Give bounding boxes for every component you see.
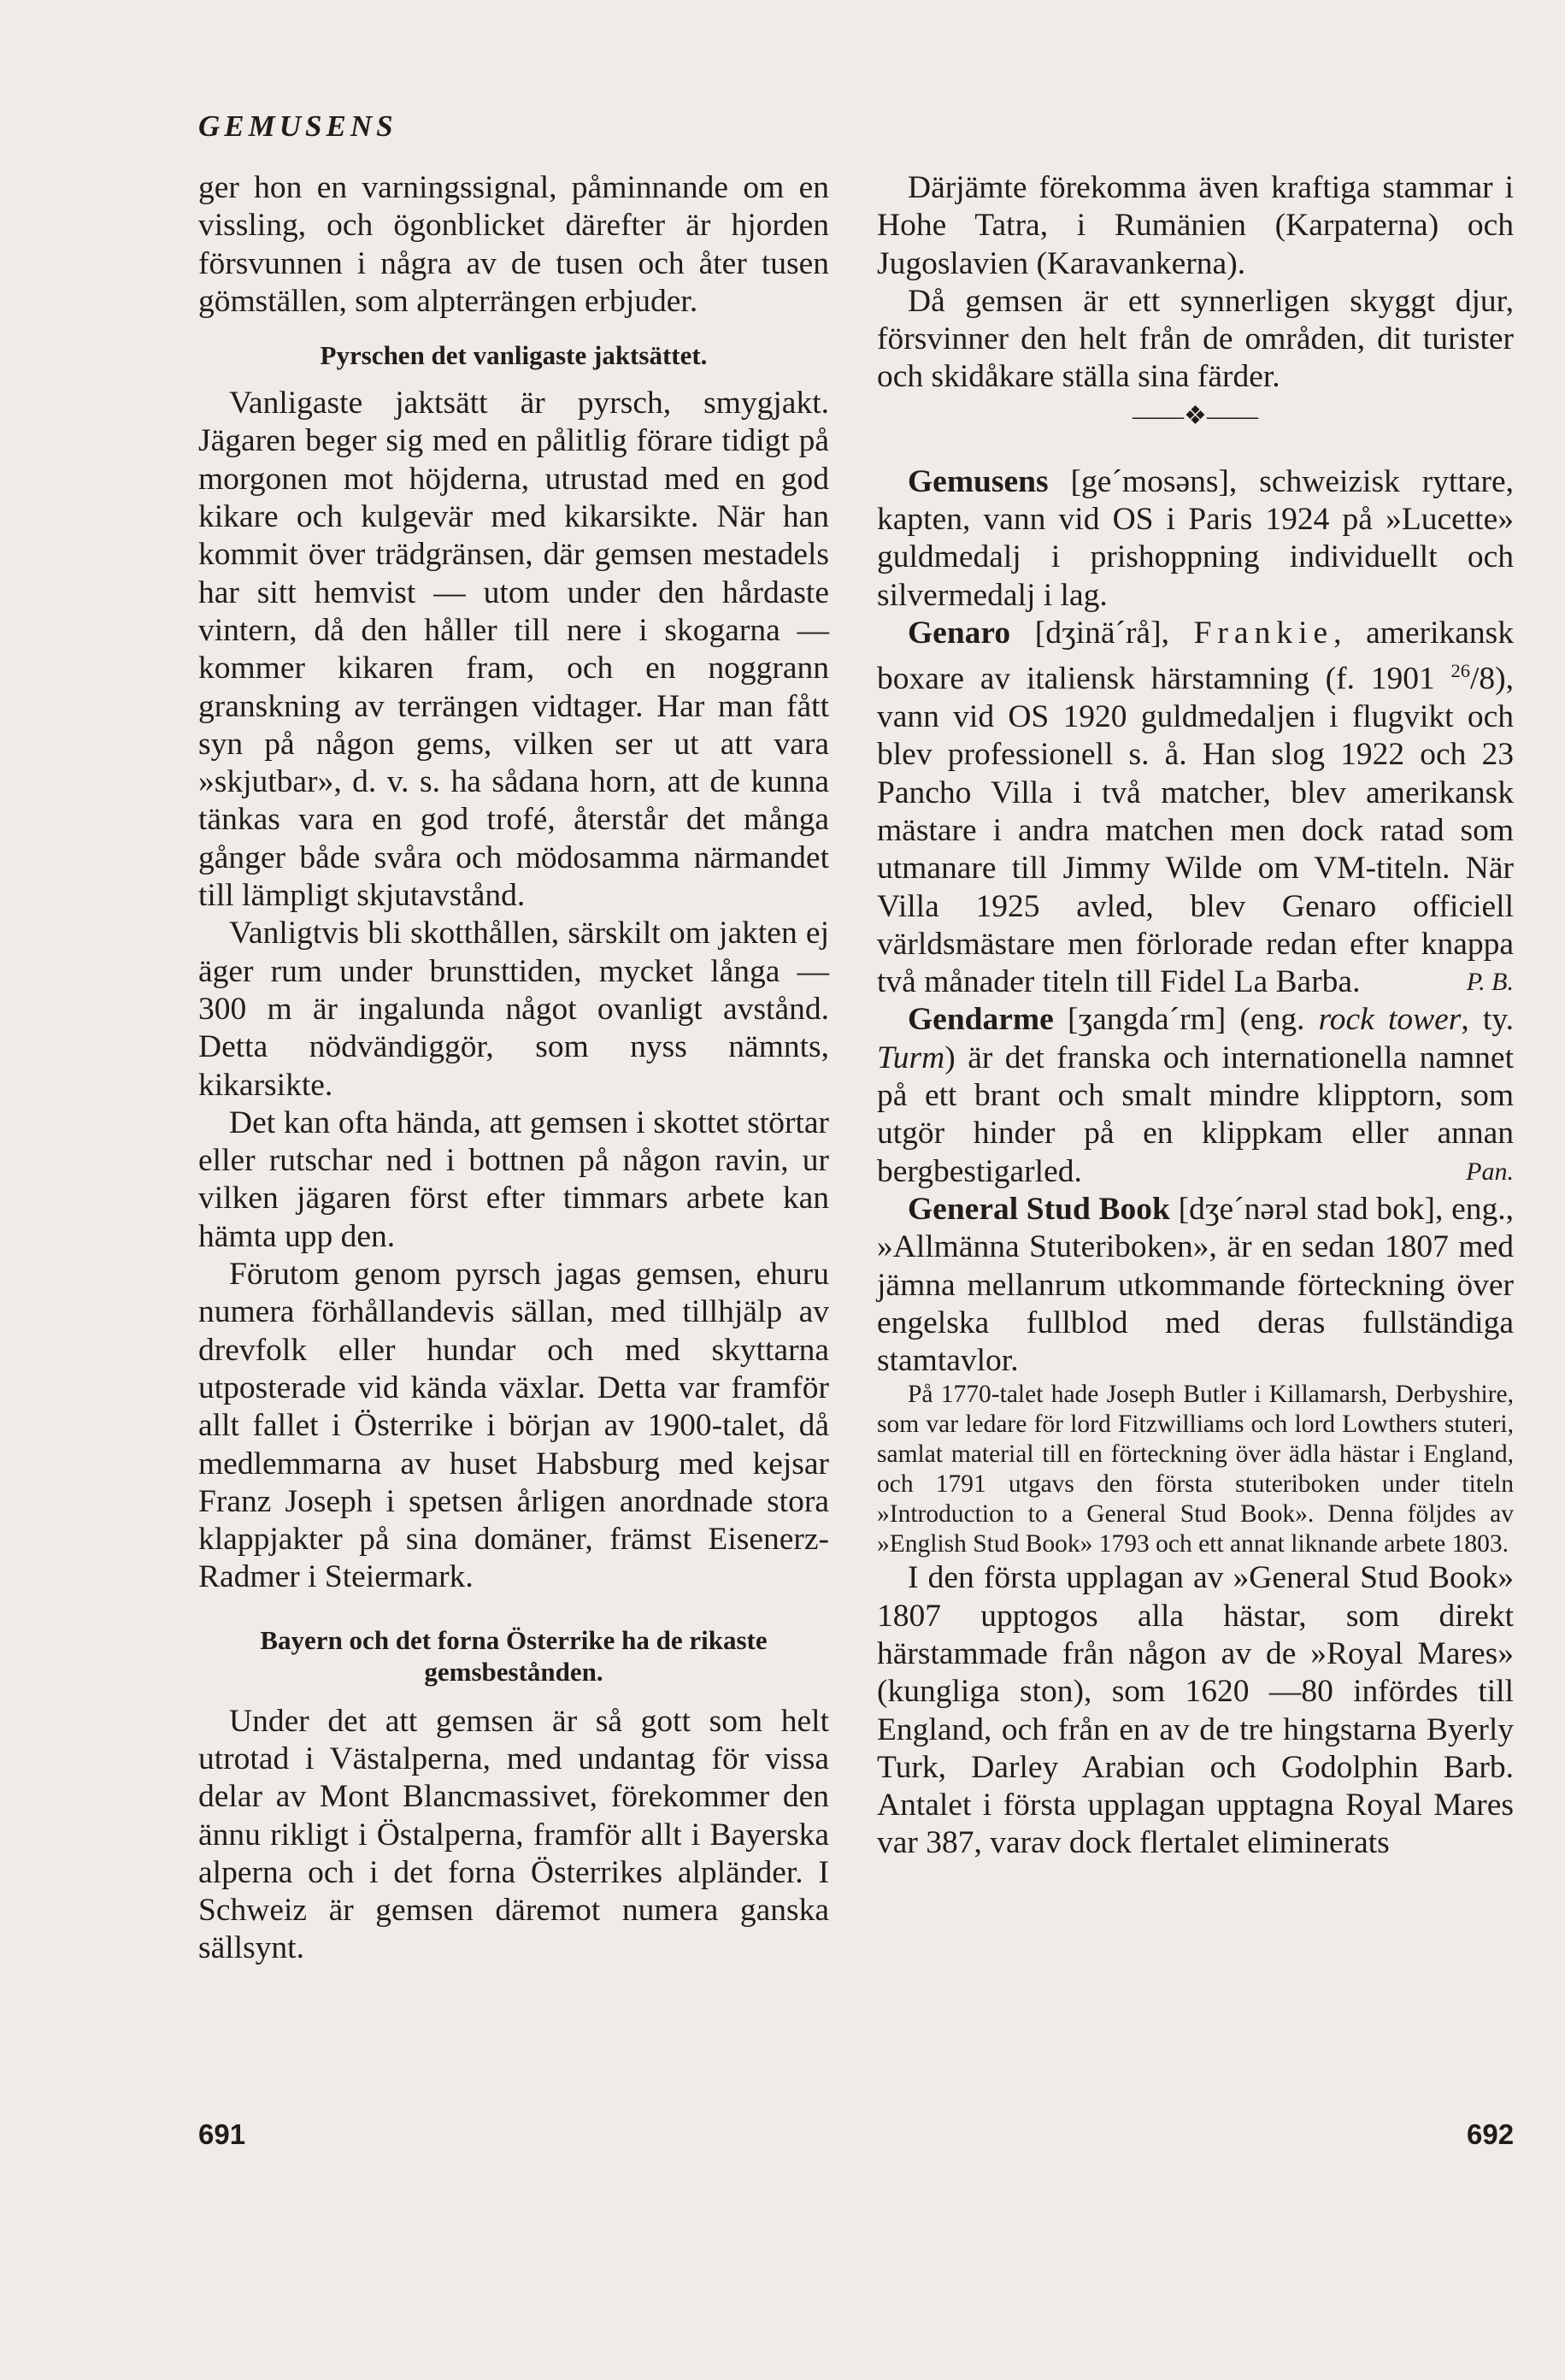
ornament-divider: ——❖—— (1133, 401, 1258, 430)
entry-body: ), vann vid OS 1920 guldmedaljen i flugvikt och blev professionell s. å. Han slog 1922 och 23 Pancho Villa i två matcher, blev amerikansk mästare i andra matchen men dock ratad som utmanare till Jimmy Wilde om VM-titeln. När Villa 1925 avled, blev Genaro officiell världsmästare men förlorade redan efter knappa två månader titeln till Fidel La Barba. (877, 661, 1514, 1000)
paragraph: I den första upplagan av »General Stud Book» 1807 upptogos alla hästar, som direkt härstammade från någon av de »Royal Mares» (kungliga ston), som 1620 —80 infördes till England, och från en av de tre hingstarna Byerly Turk, Darley Arabian och Godolphin Barb. Antalet i första upplagan upptagna Royal Mares var 387, varav dock flertalet eliminerats (877, 1560, 1514, 1861)
author-signature: Pan. (1466, 1157, 1514, 1186)
entry-headword: Genaro (908, 615, 1011, 651)
paragraph: Vanligtvis bli skotthållen, särskilt om jakten ej äger rum under brunsttiden, mycket långa — 300 m är ingalunda något ovanligt avstånd. Detta nödvändiggör, som nyss nämnts, kikarsikte. (198, 916, 829, 1103)
entry-body: , ty. (1461, 1002, 1515, 1038)
entry-headword: Gendarme (908, 1002, 1054, 1038)
page-number-right: 692 (1467, 2118, 1515, 2150)
paragraph: Förutom genom pyrsch jagas gemsen, ehuru numera förhållandevis sällan, med tillhjälp av drevfolk eller hundar och med skyttarna utposterade vid kända växlar. Detta var framför allt fallet i Österrike i början av 1900-talet, då medlemmarna av huset Habsburg med kejsar Franz Joseph i spetsen årligen anordnade stora klappjakter på sina domäner, främst Eisenerz-Radmer i Steiermark. (198, 1257, 829, 1595)
date-superscript: 26 (1450, 660, 1470, 682)
entry-headword: General Stud Book (908, 1191, 1170, 1227)
section-heading: Bayern och det forna Österrike ha de rikaste gemsbestånden. (260, 1624, 768, 1687)
entry-gemusens (877, 463, 1514, 615)
section-heading: Pyrschen det vanligaste jaktsättet. (320, 340, 708, 371)
paragraph: Det kan ofta hända, att gemsen i skottet störtar eller rutschar ned i bottnen på någon ravin, ur vilken jägaren först efter timmars arbete kan hämta upp den. (198, 1105, 829, 1254)
paragraph: Därjämte förekomma även kraftiga stammar i Hohe Tatra, i Rumänien (Karpaterna) och Jugoslavien (Karavankerna). (877, 170, 1514, 281)
entry-german-term: Turm (877, 1040, 945, 1075)
running-head: GEMUSENS (198, 109, 397, 143)
entry-pronunciation: [ʒangda´rm] (eng. (1053, 1002, 1319, 1038)
entry-gendarme (877, 1001, 1514, 1190)
entry-headword: Gemusens (908, 463, 1049, 499)
entry-genaro (877, 615, 1514, 1001)
author-signature: P. B. (1466, 968, 1514, 997)
paragraph: Då gemsen är ett synnerligen skyggt djur, försvinner den helt från de områden, dit turister och skidåkare ställa sina färder. (877, 283, 1514, 395)
right-column (877, 169, 1514, 1863)
paragraph: Vanligaste jaktsätt är pyrsch, smygjakt. Jägaren beger sig med en pålitlig förare tidigt på morgonen mot höjderna, utrustad med en god kikare och kulgevär med kikarsikte. När han kommit över trädgränsen, där gemsen mestadels har sitt hemvist — utom under den hårdaste vintern, då den håller till nere i skogarna — kommer kikaren fram, och en noggrann granskning av terrängen vidtager. Har man fått syn på någon gems, vilken ser ut att vara »skjutbar», d. v. s. ha sådana horn, att de kunna tänkas vara en god trofé, återstår det många gånger både svåra och mödosamma närmandet till lämpligt skjutavstånd. (198, 386, 829, 914)
page-number-left: 691 (198, 2118, 246, 2150)
entry-body: [ge´mosəns], schweizisk ryttare, kapten, vann vid OS i Paris 1924 på »Lucette» guldmedalj i prishoppning individuellt och silvermedalj i lag. (877, 463, 1514, 613)
paragraph: ger hon en varningssignal, påminnande om en vissling, och ögonblicket därefter är hjorden försvunnen i några av de tusen och åter tusen gömställen, som alpterrängen erbjuder. (198, 170, 829, 319)
entry-pronunciation: [dʒinä´rå], (1010, 615, 1194, 651)
date-subscript: /8 (1469, 661, 1496, 697)
small-print-note: På 1770-talet hade Joseph Butler i Killamarsh, Derbyshire, som var ledare för lord Fitzwilliams och lord Lowthers stuteri, samlat material till en förteckning över ädla hästar i England, och 1791 utgavs den första stuteriboken under titeln »Introduction to a General Stud Book». Denna följdes av »English Stud Book» 1793 och ett annat liknande arbete 1803. (877, 1381, 1514, 1558)
entry-english-term: rock tower (1318, 1002, 1462, 1038)
entry-body: ) är det franska och internationella namnet på ett brant och smalt mindre klipptorn, som utgör hinder på en klippkam eller annan bergbestigarled. (877, 1040, 1514, 1189)
paragraph: Under det att gemsen är så gott som helt utrotad i Västalperna, med undantag för vissa delar av Mont Blancmassivet, förekommer den ännu rikligt i Östalperna, framför allt i Bayerska alperna och i det forna Österrikes alpländer. I Schweiz är gemsen däremot numera ganska sällsynt. (198, 1703, 829, 1966)
left-column (198, 169, 829, 1968)
entry-body: , amerikansk boxare av italiensk härstamning (f. 1901 (877, 615, 1514, 697)
entry-name: Frankie (1193, 615, 1334, 651)
entry-body: [dʒe´nərəl stad bok], eng., »Allmänna Stuteriboken», är en sedan 1807 med jämna mellanrum utkommande förteckning över engelska fullblod med deras fullständiga stamtavlor. (877, 1191, 1514, 1379)
entry-general-stud-book (877, 1191, 1514, 1380)
